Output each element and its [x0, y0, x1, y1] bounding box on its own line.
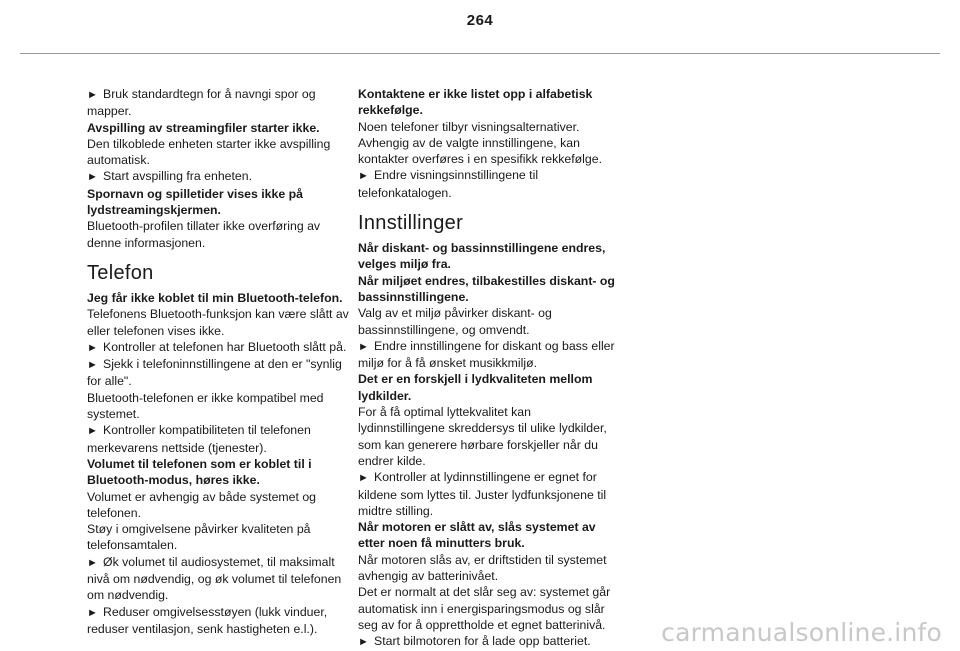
bullet-text: Kontroller at lydinnstillingene er egnet for kildene som lyttes til. Juster lydfunksjonene til midtre stilling. — [358, 470, 607, 518]
question-heading: Jeg får ikke koblet til min Bluetooth-telefon. — [87, 290, 343, 305]
body-text: Bluetooth-telefonen er ikke kompatibel med systemet. — [87, 390, 324, 422]
bullet-text: Start bilmotoren for å lade opp batteriet. — [374, 634, 591, 649]
bullet-arrow-icon: ► — [358, 170, 369, 183]
bullet-item — [358, 167, 620, 201]
left-body — [87, 290, 349, 637]
question-heading: Kontaktene er ikke listet opp i alfabetisk rekkefølge. — [358, 87, 593, 118]
bullet-arrow-icon: ► — [87, 556, 98, 569]
bullet-arrow-icon: ► — [87, 341, 98, 354]
body-text: Når motoren slås av, er driftstiden til systemet avhengig av batterinivået. — [358, 552, 607, 584]
bullet-text: Start avspilling fra enheten. — [103, 169, 253, 184]
body-text: Støy i omgivelsene påvirker kvaliteten på telefonsamtalen. — [87, 522, 311, 553]
body-text: Noen telefoner tilbyr visningsalternativer. Avhengig av de valgte innstillingene, kan kontakter overføres i en spesifikk rekkefølge. — [358, 119, 602, 167]
right-column — [358, 86, 620, 651]
bullet-arrow-icon: ► — [87, 359, 98, 372]
bullet-arrow-icon: ► — [87, 606, 98, 619]
question-heading: Det er en forskjell i lydkvaliteten mellom lydkilder. — [358, 372, 593, 403]
bullet-item — [358, 633, 620, 650]
bullet-item — [87, 86, 349, 120]
question-heading: Når diskant- og bassinnstillingene endres, velges miljø fra. — [358, 241, 606, 272]
left-column — [87, 86, 349, 637]
body-text: Den tilkoblede enheten starter ikke avspilling automatisk. — [87, 136, 331, 168]
question-heading: Når miljøet endres, tilbakestilles diskant- og bassinnstillingene. — [358, 273, 615, 304]
right-intro — [358, 86, 620, 201]
body-text: Volumet er avhengig av både systemet og telefonen. — [87, 489, 316, 520]
header-rule — [20, 53, 940, 54]
bullet-arrow-icon: ► — [87, 425, 98, 438]
bullet-text: Reduser omgivelsesstøyen (lukk vinduer, reduser ventilasjon, senk hastigheten e.l.). — [87, 604, 328, 636]
section-heading-telefon: Telefon — [87, 261, 154, 284]
body-text: Valg av et miljø påvirker diskant- og bassinnstillingene, og omvendt. — [358, 306, 552, 337]
bullet-arrow-icon: ► — [358, 636, 369, 649]
question-heading: Avspilling av streamingfiler starter ikke. — [87, 120, 320, 135]
bullet-item — [358, 469, 620, 519]
bullet-item — [87, 356, 349, 390]
page-number: 264 — [466, 12, 494, 29]
bullet-item — [358, 338, 620, 372]
body-text: Bluetooth-profilen tillater ikke overføring av denne informasjonen. — [87, 219, 321, 250]
question-heading: Spornavn og spilletider vises ikke på lydstreamingskjermen. — [87, 186, 303, 218]
question-heading: Når motoren er slått av, slås systemet av etter noen få minutters bruk. — [358, 520, 596, 551]
bullet-item — [87, 604, 349, 638]
bullet-text: Kontroller kompatibiliteten til telefonen merkevarens nettside (tjenester). — [87, 423, 311, 455]
watermark: carmanualsonline.info — [661, 618, 942, 647]
bullet-arrow-icon: ► — [358, 472, 369, 485]
bullet-text: Endre visningsinnstillingene til telefonkatalogen. — [358, 168, 539, 200]
bullet-item — [87, 168, 349, 185]
bullet-text: Sjekk i telefoninnstillingene at den er "synlig for alle". — [87, 357, 342, 389]
left-intro — [87, 86, 349, 251]
bullet-text: Kontroller at telefonen har Bluetooth slått på. — [103, 339, 347, 354]
body-text: Det er normalt at det slår seg av: systemet går automatisk inn i energisparingsmodus og slår seg av for å opprettholde et egnet batterinivå. — [358, 585, 611, 632]
bullet-text: Endre innstillingene for diskant og bass eller miljø for å få ønsket musikkmiljø. — [358, 338, 615, 371]
bullet-item — [87, 339, 349, 356]
bullet-text: Bruk standardtegn for å navngi spor og mapper. — [87, 87, 316, 119]
bullet-arrow-icon: ► — [358, 340, 369, 353]
bullet-arrow-icon: ► — [87, 89, 98, 101]
bullet-arrow-icon: ► — [87, 171, 98, 184]
right-body — [358, 240, 620, 650]
question-heading: Volumet til telefonen som er koblet til i Bluetooth-modus, høres ikke. — [87, 456, 312, 488]
body-text: Telefonens Bluetooth-funksjon kan være slått av eller telefonen vises ikke. — [87, 307, 349, 338]
bullet-item — [87, 422, 349, 456]
bullet-item — [87, 554, 349, 604]
section-heading-innstillinger: Innstillinger — [358, 212, 464, 235]
body-text: For å få optimal lyttekvalitet kan lydinnstillingene skreddersys til ulike lydkilder, som kan generere hørbare forskjeller når du endrer kilde. — [358, 405, 607, 468]
bullet-text: Øk volumet til audiosystemet, til maksimalt nivå om nødvendig, og øk volumet til telefonen om nødvendig. — [87, 554, 342, 603]
